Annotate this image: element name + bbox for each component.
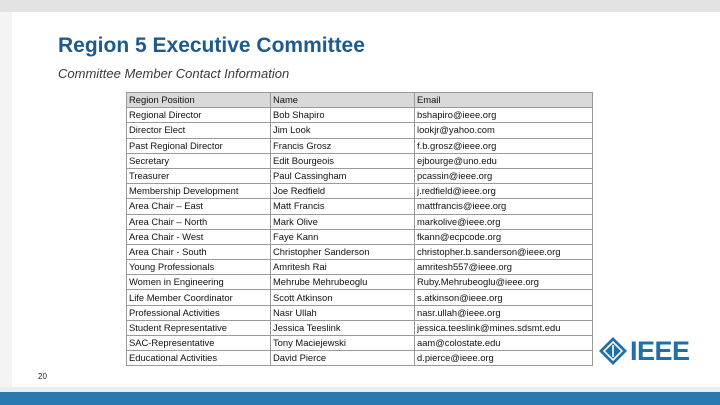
cell-name: Tony Maciejewski bbox=[271, 336, 415, 351]
cell-name: David Pierce bbox=[271, 351, 415, 366]
ieee-logo bbox=[598, 334, 700, 368]
cell-email: lookjr@yahoo.com bbox=[415, 123, 593, 138]
cell-name: Jessica Teeslink bbox=[271, 320, 415, 335]
table-row bbox=[127, 199, 593, 214]
cell-position: Membership Development bbox=[127, 184, 271, 199]
cell-name: Christopher Sanderson bbox=[271, 244, 415, 259]
logo-text: IEEE bbox=[630, 336, 690, 366]
cell-name: Edit Bourgeois bbox=[271, 153, 415, 168]
table-header-row bbox=[127, 93, 593, 108]
ieee-diamond-icon bbox=[598, 336, 628, 366]
contacts-table bbox=[126, 92, 593, 366]
header-position: Region Position bbox=[127, 93, 271, 108]
table-body bbox=[127, 108, 593, 366]
cell-position: Student Representative bbox=[127, 320, 271, 335]
table-row bbox=[127, 153, 593, 168]
table-row bbox=[127, 320, 593, 335]
cell-name: Matt Francis bbox=[271, 199, 415, 214]
cell-position: Past Regional Director bbox=[127, 138, 271, 153]
cell-name: Jim Look bbox=[271, 123, 415, 138]
table-row bbox=[127, 108, 593, 123]
cell-position: Treasurer bbox=[127, 168, 271, 183]
cell-position: Professional Activities bbox=[127, 305, 271, 320]
cell-email: christopher.b.sanderson@ieee.org bbox=[415, 244, 593, 259]
cell-position: SAC-Representative bbox=[127, 336, 271, 351]
cell-email: amritesh557@ieee.org bbox=[415, 260, 593, 275]
cell-position: Area Chair - West bbox=[127, 229, 271, 244]
table-row bbox=[127, 123, 593, 138]
cell-name: Nasr Ullah bbox=[271, 305, 415, 320]
cell-email: j.redfield@ieee.org bbox=[415, 184, 593, 199]
cell-name: Faye Kann bbox=[271, 229, 415, 244]
table-row bbox=[127, 336, 593, 351]
cell-position: Director Elect bbox=[127, 123, 271, 138]
table-row bbox=[127, 138, 593, 153]
cell-email: f.b.grosz@ieee.org bbox=[415, 138, 593, 153]
cell-email: mattfrancis@ieee.org bbox=[415, 199, 593, 214]
cell-position: Area Chair - South bbox=[127, 244, 271, 259]
table-row bbox=[127, 351, 593, 366]
top-bar bbox=[0, 0, 720, 12]
cell-position: Regional Director bbox=[127, 108, 271, 123]
cell-email: nasr.ullah@ieee.org bbox=[415, 305, 593, 320]
table-row bbox=[127, 229, 593, 244]
page-subtitle: Committee Member Contact Information bbox=[58, 66, 290, 81]
cell-name: Joe Redfield bbox=[271, 184, 415, 199]
cell-name: Paul Cassingham bbox=[271, 168, 415, 183]
table-row bbox=[127, 184, 593, 199]
table-row bbox=[127, 275, 593, 290]
cell-email: fkann@ecpcode.org bbox=[415, 229, 593, 244]
cell-name: Scott Atkinson bbox=[271, 290, 415, 305]
cell-position: Area Chair – North bbox=[127, 214, 271, 229]
cell-position: Young Professionals bbox=[127, 260, 271, 275]
table-row bbox=[127, 168, 593, 183]
cell-name: Mehrube Mehrubeoglu bbox=[271, 275, 415, 290]
cell-position: Life Member Coordinator bbox=[127, 290, 271, 305]
cell-email: pcassin@ieee.org bbox=[415, 168, 593, 183]
cell-email: d.pierce@ieee.org bbox=[415, 351, 593, 366]
cell-name: Francis Grosz bbox=[271, 138, 415, 153]
cell-name: Amritesh Rai bbox=[271, 260, 415, 275]
table-row bbox=[127, 305, 593, 320]
table-row bbox=[127, 290, 593, 305]
cell-email: jessica.teeslink@mines.sdsmt.edu bbox=[415, 320, 593, 335]
cell-email: bshapiro@ieee.org bbox=[415, 108, 593, 123]
cell-position: Educational Activities bbox=[127, 351, 271, 366]
cell-position: Secretary bbox=[127, 153, 271, 168]
table-row bbox=[127, 244, 593, 259]
cell-email: Ruby.Mehrubeoglu@ieee.org bbox=[415, 275, 593, 290]
cell-name: Mark Olive bbox=[271, 214, 415, 229]
cell-name: Bob Shapiro bbox=[271, 108, 415, 123]
cell-email: markolive@ieee.org bbox=[415, 214, 593, 229]
cell-email: aam@colostate.edu bbox=[415, 336, 593, 351]
page-title: Region 5 Executive Committee bbox=[58, 34, 365, 57]
header-email: Email bbox=[415, 93, 593, 108]
left-accent bbox=[0, 12, 12, 387]
cell-position: Women in Engineering bbox=[127, 275, 271, 290]
cell-email: ejbourge@uno.edu bbox=[415, 153, 593, 168]
cell-email: s.atkinson@ieee.org bbox=[415, 290, 593, 305]
table-row bbox=[127, 260, 593, 275]
bottom-bar bbox=[0, 392, 720, 405]
page-number: 20 bbox=[38, 372, 47, 381]
header-name: Name bbox=[271, 93, 415, 108]
cell-position: Area Chair – East bbox=[127, 199, 271, 214]
table-row bbox=[127, 214, 593, 229]
